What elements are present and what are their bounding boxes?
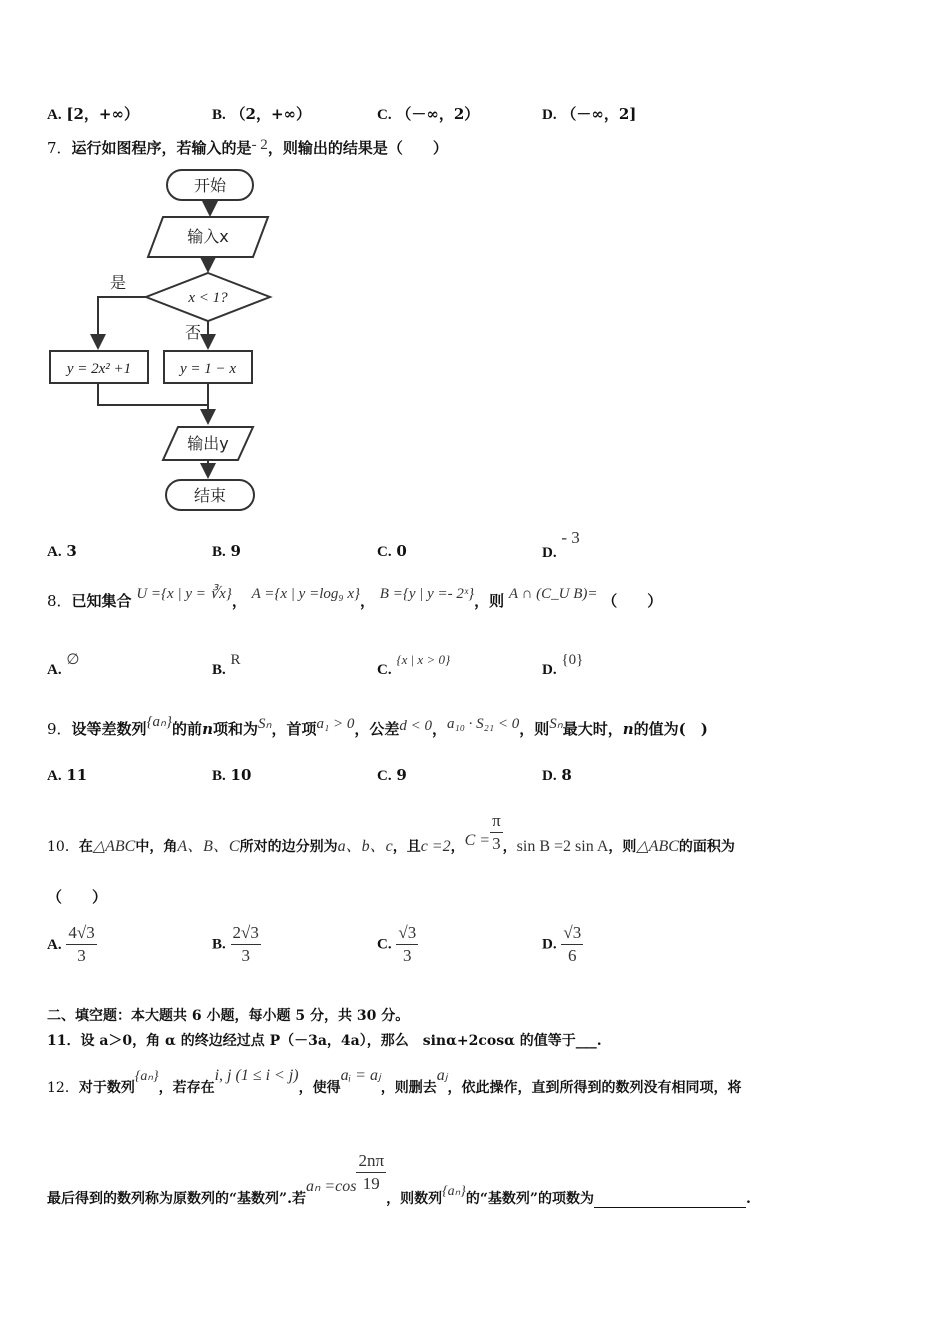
option-label: A.: [47, 544, 62, 560]
q10-angles: A、B、C: [177, 837, 240, 855]
fraction-numerator: √3: [561, 922, 583, 945]
flowchart-no-label: 否: [185, 323, 202, 342]
fraction-numerator: 2nπ: [356, 1150, 386, 1173]
q8-option-c: [377, 650, 451, 678]
q9-option-c: [377, 766, 407, 785]
option-label: C.: [377, 768, 392, 784]
fraction-numerator: 4√3: [66, 922, 96, 945]
option-text: 3: [66, 542, 77, 560]
q8-set-b: B ={y | y =- 2ˣ}: [379, 586, 475, 602]
q10-text: ，则: [608, 838, 637, 855]
q7-option-c: [377, 542, 407, 561]
option-label: B.: [212, 662, 226, 678]
option-label: D.: [542, 936, 557, 953]
q8-then: ，则: [474, 592, 505, 610]
q12-text: ，则数列: [386, 1190, 443, 1207]
q12-text: 最后得到的数列称为原数列的“基数列”.若: [47, 1190, 306, 1207]
option-text: （－∞，2）: [396, 105, 480, 123]
fraction-denominator: 3: [492, 834, 501, 853]
q6-option-d: [542, 103, 636, 124]
q8-option-a: [47, 650, 80, 678]
fraction-numerator: √3: [396, 922, 418, 945]
option-text: R: [230, 652, 241, 668]
q10-text: ，且: [392, 838, 421, 855]
q12-cond: i, j (1 ≤ i < j): [214, 1067, 299, 1084]
option-fraction: [561, 922, 583, 967]
option-label: B.: [212, 936, 226, 953]
option-label: C.: [377, 936, 392, 953]
q10-triangle: △ABC: [92, 837, 136, 855]
q10-sides: a、b、c: [337, 837, 393, 855]
option-text: 11: [66, 766, 88, 784]
option-label: D.: [542, 662, 557, 678]
fraction-denominator: 19: [362, 1174, 380, 1193]
q8-number: 8．: [47, 592, 72, 610]
q7-option-d: [542, 528, 580, 561]
q7-text-before: 运行如图程序，若输入的是: [71, 139, 252, 157]
q10-text: 在: [78, 838, 93, 855]
option-text: {0}: [561, 652, 584, 668]
q10-text: 所对的边分别为: [239, 838, 338, 855]
q11-stem: 11．设 a＞0，角 α 的终边经过点 P（－3a，4a），那么 sinα+2cosα 的值等于___.: [47, 1033, 602, 1049]
q9-seq: {aₙ}: [146, 714, 173, 730]
q9-option-a: [47, 766, 87, 785]
option-label: B.: [212, 544, 226, 560]
option-label: D.: [542, 768, 557, 784]
q10-text: 的面积为: [678, 838, 735, 855]
q9-n: n: [202, 720, 213, 738]
option-fraction: [231, 922, 261, 967]
q12-seq: {aₙ}: [442, 1183, 466, 1199]
q10-c-fraction: [490, 810, 503, 855]
q10-option-b: [212, 922, 261, 967]
q7-option-b: [212, 542, 241, 561]
q12-text: ，依此操作，直到所得到的数列没有相同项，将: [447, 1080, 742, 1096]
q6-option-c: [377, 103, 479, 124]
answer-blank[interactable]: [594, 1191, 746, 1208]
q10-c-value: c =2: [420, 837, 451, 855]
q9-text: 最大时，: [562, 720, 623, 738]
q8-set-u: U ={x | y = ∛x}: [136, 586, 232, 602]
q7-stem: [47, 137, 448, 158]
fraction-numerator: 2√3: [231, 922, 261, 945]
q12-text: ，使得: [298, 1080, 341, 1096]
q6-option-b: [212, 103, 311, 124]
q12-text: ，若存在: [158, 1080, 215, 1096]
q9-text: 的前: [172, 720, 203, 738]
q7-number: 7．: [47, 139, 72, 157]
fraction-numerator: π: [490, 810, 503, 833]
option-label: C.: [377, 107, 392, 123]
option-text: - 3: [561, 528, 580, 547]
q10-text: ，: [450, 838, 465, 855]
flowchart-input-label: 输入x: [187, 227, 229, 246]
q6-option-a: [47, 103, 139, 124]
option-label: B.: [212, 107, 226, 123]
option-label: C.: [377, 662, 392, 678]
option-text: 10: [230, 766, 252, 784]
q10-option-d: [542, 922, 583, 967]
option-text: {x | x > 0}: [396, 652, 451, 667]
q10-text: ，: [502, 838, 517, 855]
q9-text: 项和为: [212, 720, 258, 738]
q12-aj: aⱼ: [436, 1067, 448, 1084]
q7-option-a: [47, 542, 77, 561]
q12-eq: aᵢ = aⱼ: [340, 1067, 381, 1084]
q9-text: 设等差数列: [71, 720, 147, 738]
q9-cond1: a₁ > 0: [316, 716, 355, 732]
option-label: C.: [377, 544, 392, 560]
flowchart-yes-process-label: y = 2x² +1: [66, 361, 132, 377]
fraction-denominator: 3: [77, 946, 86, 965]
q8-set-a: A ={x | y =log₉ x}: [251, 586, 360, 602]
option-label: A.: [47, 107, 62, 123]
q10-text: 中，角: [135, 838, 178, 855]
q10-option-a: [47, 922, 97, 967]
q8-paren: （ ）: [602, 592, 663, 610]
option-label: A.: [47, 662, 62, 678]
option-label: A.: [47, 936, 62, 953]
flowchart: [40, 165, 290, 520]
fraction-denominator: 3: [403, 946, 412, 965]
fraction-denominator: 6: [568, 946, 577, 965]
option-text: （2，+∞）: [230, 105, 312, 123]
flowchart-yes-label: 是: [110, 273, 127, 292]
option-text: 9: [230, 542, 241, 560]
q9-text: ，首项: [271, 720, 317, 738]
q10-option-c: [377, 922, 418, 967]
option-label: B.: [212, 768, 226, 784]
option-text: 9: [396, 766, 407, 784]
q9-sn: Sₙ: [257, 716, 272, 732]
q12-stem-line1: [47, 1065, 742, 1096]
q10-number: 10．: [47, 838, 79, 855]
q9-option-b: [212, 766, 251, 785]
q12-text: 对于数列: [78, 1080, 135, 1096]
q10-c-eq: C =: [464, 831, 491, 849]
option-text: 0: [396, 542, 407, 560]
option-text: [2，+∞）: [66, 105, 139, 123]
q9-text: ，则: [519, 720, 550, 738]
option-text: 8: [561, 766, 572, 784]
q12-stem-line2: [47, 1150, 751, 1207]
option-label: A.: [47, 768, 62, 784]
q9-text: 的值为( ): [633, 720, 708, 738]
q9-stem: [47, 714, 708, 739]
q9-number: 9．: [47, 720, 72, 738]
q12-text: 的“基数列”的项数为: [465, 1190, 594, 1207]
q7-text-after: ，则输出的结果是（ ）: [267, 139, 448, 157]
q10-stem: [47, 804, 735, 855]
flowchart-no-process-label: y = 1 − x: [179, 361, 237, 377]
q10-paren: （ ）: [47, 888, 108, 906]
q12-fraction: [356, 1150, 386, 1195]
q12-text: ，则删去: [380, 1080, 437, 1096]
q12-number: 12．: [47, 1080, 79, 1096]
flowchart-start-label: 开始: [193, 176, 227, 195]
flowchart-decision-label: x < 1?: [188, 290, 228, 306]
q9-option-d: [542, 766, 572, 785]
q12-text: .: [745, 1190, 751, 1207]
q9-cond3: a₁₀ · S₂₁ < 0: [446, 716, 520, 732]
option-label: D.: [542, 545, 557, 561]
section-heading: 二、填空题：本大题共 6 小题，每小题 5 分，共 30 分。: [47, 1008, 410, 1024]
q8-option-d: [542, 650, 584, 678]
flowchart-output-label: 输出y: [187, 434, 229, 453]
option-text: （－∞，2]: [561, 105, 637, 123]
q7-input-value: - 2: [251, 137, 268, 153]
q9-sn: Sₙ: [549, 716, 563, 732]
q10-sin-relation: sin B =2 sin A: [516, 837, 609, 855]
option-label: D.: [542, 107, 557, 123]
q10-triangle: △ABC: [636, 837, 679, 855]
q8-option-b: [212, 650, 241, 678]
q9-text: ，: [431, 720, 447, 738]
q8-intro: 已知集合: [71, 592, 132, 610]
flowchart-end-label: 结束: [193, 486, 227, 505]
option-text: ∅: [66, 652, 80, 668]
option-fraction: [396, 922, 418, 967]
option-fraction: [66, 922, 96, 967]
fraction-denominator: 3: [241, 946, 250, 965]
q9-cond2: d < 0: [399, 718, 432, 734]
q9-n: n: [622, 720, 634, 738]
q8-expr: A ∩ (C_U B)=: [508, 586, 598, 602]
q12-seq: {aₙ}: [134, 1069, 159, 1084]
q9-text: ，公差: [354, 720, 400, 738]
q8-stem: 8．已知集合 U ={x | y = ∛x}， A ={x | y =log₉ x}， B ={y | y =- 2ˣ}，则 A ∩ (C_U B)= （ ）: [47, 586, 663, 610]
q12-an-eq: aₙ =cos: [305, 1177, 357, 1195]
